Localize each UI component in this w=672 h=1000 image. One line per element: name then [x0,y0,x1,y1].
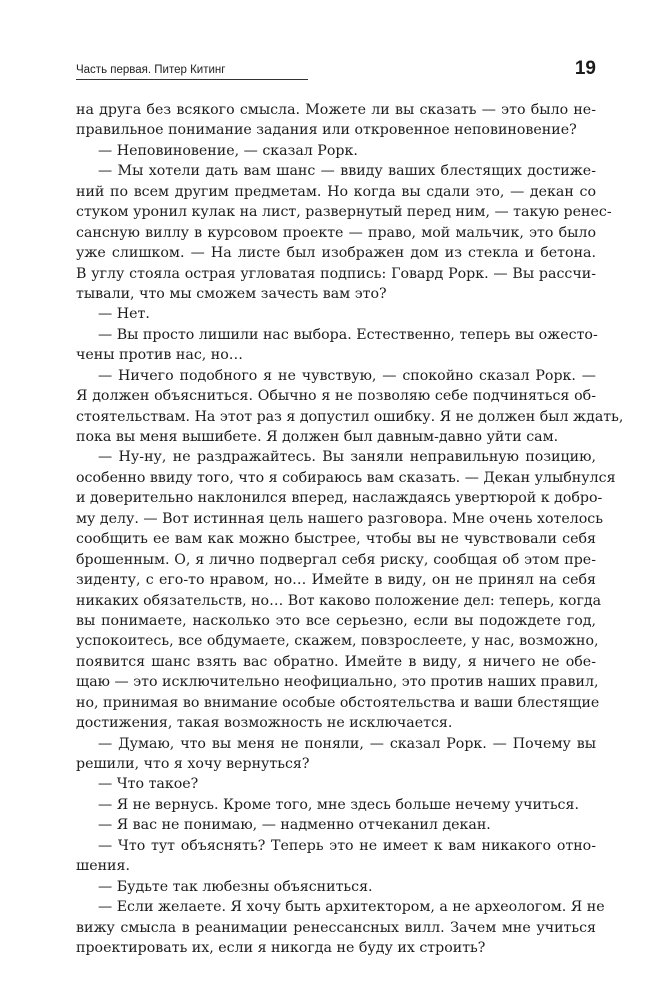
text-line: уже слишком. — На листе был изображен дом из стекла и бетона. [76,245,596,262]
text-line: появится шанс взять вас обратно. Имейте в виду, я ничего не обе- [76,653,596,670]
text-line: — Нет. [98,306,150,323]
text-line: проектировать их, если я никогда не буду их строить? [76,939,486,956]
text-line: успокоитесь, все обдумаете, скажем, повзрослеете, у нас, возможно, [76,633,599,650]
text-line: сансную виллу в курсовом проекте — право, мой мальчик, это было [76,224,596,241]
text-line: стуком уронил кулак на лист, развернутый перед ним, — такую ренес- [76,204,612,221]
text-line: щаю — это исключительно неофициально, это против наших правил, [76,674,599,691]
text-line: вы понимаете, насколько это все серьезно, если вы подождете год, [76,612,596,629]
text-line: и доверительно наклонился вперед, наслаждаясь увертюрой к добро- [76,490,603,507]
text-line: никаких обязательств, но… Вот каково положение дел: теперь, когда [76,592,602,609]
text-line: — Я не вернусь. Кроме того, мне здесь больше нечему учиться. [98,796,579,813]
text-line: брошенным. О, я лично подвергал себя риску, сообщая об этом пре- [76,551,596,568]
running-head: Часть первая. Питер Китинг [76,64,308,80]
text-line: сообщить ее вам как можно быстрее, чтобы вы не чувствовали себя [76,531,596,548]
text-line: правильное понимание задания или откровенное неповиновение? [76,122,577,139]
text-line: — Неповиновение, — сказал Рорк. [98,142,358,159]
text-line: — Ну-ну, не раздражайтесь. Вы заняли неправильную позицию, [98,449,596,466]
body-text [76,100,624,958]
text-line: достижения, такая возможность не исключается. [76,715,453,732]
text-line: — Ничего подобного я не чувствую, — спокойно сказал Рорк. — [98,367,596,384]
text-line: стоятельствам. На этот раз я допустил ошибку. Я не должен был ждать, [76,408,624,425]
page-number: 19 [574,58,596,79]
text-line: — Если желаете. Я хочу быть архитектором, а не археологом. Я не [98,899,605,916]
text-line: — Я вас не понимаю, — надменно отчеканил декан. [98,817,491,834]
text-line: но, принимая во внимание особые обстоятельства и ваши блестящие [76,694,600,711]
text-line: Я должен объясниться. Обычно я не позволяю себе подчиняться об- [76,388,596,405]
text-line: особенно ввиду того, что я собираюсь вам сказать. — Декан улыбнулся [76,469,616,486]
page-header [76,60,596,86]
text-line: шения. [76,858,130,875]
text-line: решили, что я хочу вернуться? [76,756,310,772]
text-line: чены против нас, но… [76,347,243,364]
text-line: вижу смысла в реанимации ренессансных вилл. Зачем мне учиться [76,919,596,936]
text-line: — Что такое? [98,776,199,793]
text-line: пока вы меня вышибете. Я должен был давным-давно уйти сам. [76,429,559,445]
text-line: тывали, что мы сможем зачесть вам это? [76,285,387,302]
text-line: — Что тут объяснять? Теперь это не имеет к вам никакого отно- [98,837,596,854]
text-line: — Мы хотели дать вам шанс — ввиду ваших блестящих достиже- [98,163,596,180]
text-line: на друга без всякого смысла. Можете ли вы сказать — это было не- [76,102,596,118]
text-line: зиденту, с его-то нравом, но… Имейте в виду, он не принял на себя [76,572,596,589]
text-line: му делу. — Вот истинная цель нашего разговора. Мне очень хотелось [76,510,603,527]
text-line: — Думаю, что вы меня не поняли, — сказал Рорк. — Почему вы [98,735,596,752]
text-line: — Будьте так любезны объясниться. [98,878,373,895]
text-line: — Вы просто лишили нас выбора. Естественно, теперь вы ожесто- [98,326,598,343]
text-line: ний по всем другим предметам. Но когда вы сдали это, — декан со [76,183,596,200]
text-line: В углу стояла острая угловатая подпись: Говард Рорк. — Вы рассчи- [76,265,596,282]
